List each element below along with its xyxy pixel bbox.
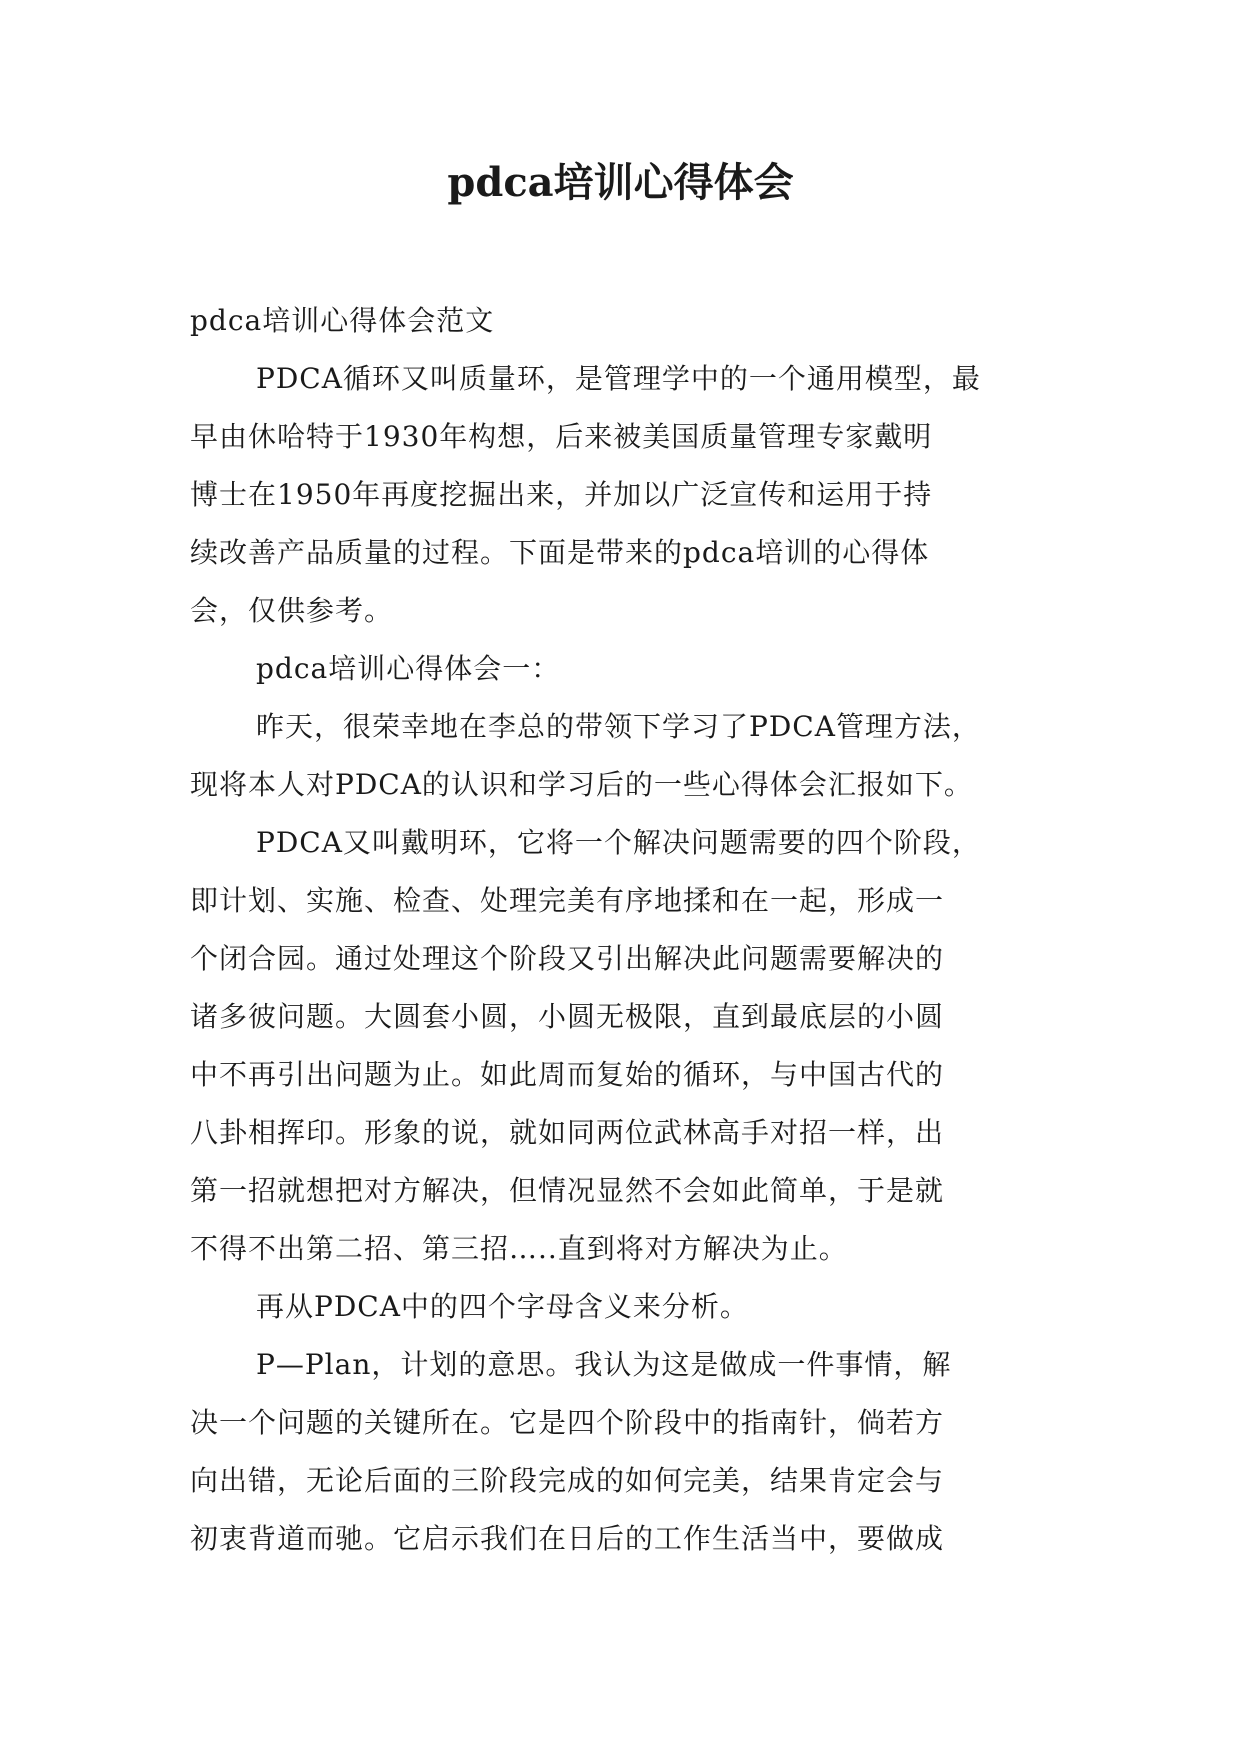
document-title: pdca培训心得体会 [447, 159, 794, 206]
body-line: 中不再引出问题为止。如此周而复始的循环，与中国古代的 [190, 1058, 945, 1091]
body-line: 向出错，无论后面的三阶段完成的如何完美，结果肯定会与 [190, 1464, 945, 1497]
body-line: 续改善产品质量的过程。下面是带来的pdca培训的心得体 [190, 536, 930, 569]
document-body [190, 292, 1070, 1568]
body-line: 八卦相挥印。形象的说，就如同两位武林高手对招一样，出 [190, 1116, 945, 1149]
body-line: PDCA循环又叫质量环，是管理学中的一个通用模型，最 [256, 362, 981, 395]
body-line: pdca培训心得体会一： [256, 652, 561, 685]
body-line: 博士在1950年再度挖掘出来，并加以广泛宣传和运用于持 [190, 478, 933, 511]
body-line: 诸多彼问题。大圆套小圆，小圆无极限，直到最底层的小圆 [190, 1000, 945, 1033]
body-line: 即计划、实施、检查、处理完美有序地揉和在一起，形成一 [190, 884, 945, 917]
body-line: pdca培训心得体会范文 [190, 304, 495, 337]
body-line: P—Plan，计划的意思。我认为这是做成一件事情，解 [256, 1348, 952, 1381]
body-line: 不得不出第二招、第三招…..直到将对方解决为止。 [190, 1232, 848, 1265]
body-line: 第一招就想把对方解决，但情况显然不会如此简单，于是就 [190, 1174, 945, 1207]
body-line: 昨天，很荣幸地在李总的带领下学习了PDCA管理方法， [256, 710, 981, 743]
body-line: PDCA又叫戴明环，它将一个解决问题需要的四个阶段， [256, 826, 981, 859]
body-line: 再从PDCA中的四个字母含义来分析。 [256, 1290, 749, 1323]
body-line: 会，仅供参考。 [190, 594, 394, 627]
body-line: 初衷背道而驰。它启示我们在日后的工作生活当中，要做成 [190, 1522, 945, 1555]
body-line: 现将本人对PDCA的认识和学习后的一些心得体会汇报如下。 [190, 768, 973, 801]
body-line: 决一个问题的关键所在。它是四个阶段中的指南针，倘若方 [190, 1406, 945, 1439]
body-line: 个闭合园。通过处理这个阶段又引出解决此问题需要解决的 [190, 942, 945, 975]
body-line: 早由休哈特于1930年构想，后来被美国质量管理专家戴明 [190, 420, 933, 453]
